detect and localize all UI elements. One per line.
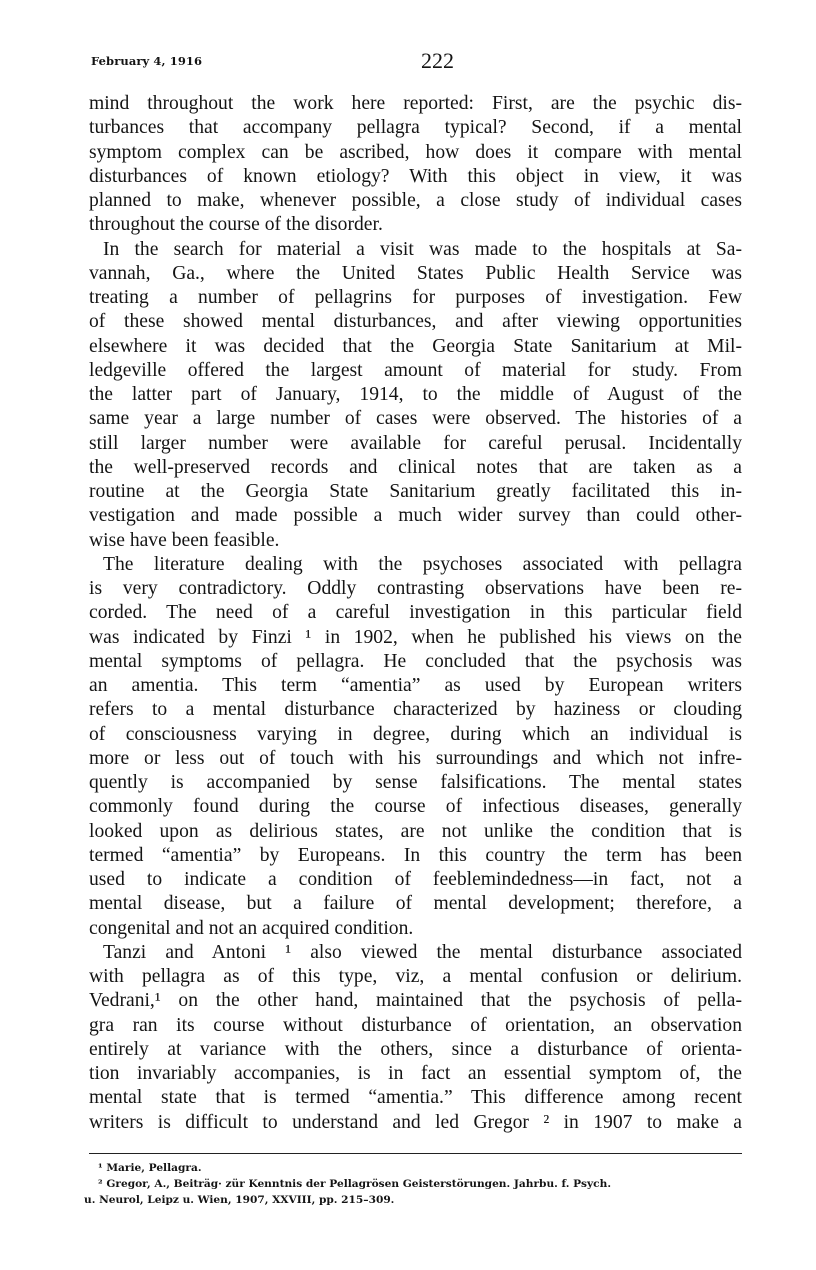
text-line: the well-preserved records and clinical notes that are taken as a (89, 456, 742, 478)
text-line: mind throughout the work here reported: First, are the psychic dis- (89, 93, 742, 114)
text-line: In the search for material a visit was made to the hospitals at Sa- (103, 238, 742, 260)
footnotes (84, 1160, 744, 1208)
text-line: Vedrani,¹ on the other hand, maintained that the psychosis of pella- (89, 990, 742, 1012)
text-line: ledgeville offered the largest amount of material for study. From (89, 359, 742, 381)
text-line: elsewhere it was decided that the Georgia State Sanitarium at Mil- (89, 335, 742, 357)
paragraph-2 (89, 238, 742, 553)
paragraph-3 (89, 553, 742, 941)
text-line: gra ran its course without disturbance of orientation, an observation (89, 1014, 742, 1036)
footnote-2: ² Gregor, A., Beiträg· zür Kenntnis der Pellagrösen Geisterstörungen. Jahrbu. f. Psych. (98, 1178, 612, 1190)
page-header (91, 48, 741, 76)
text-line: with pellagra as of this type, viz, a mental confusion or delirium. (89, 966, 742, 987)
text-line: looked upon as delirious states, are not unlike the condition that is (89, 820, 742, 842)
page-number: 222 (421, 48, 454, 73)
text-line: turbances that accompany pellagra typical? Second, if a mental (89, 117, 742, 139)
text-line: throughout the course of the disorder. (89, 214, 383, 236)
paragraph-1 (89, 92, 742, 238)
text-line: of these showed mental disturbances, and after viewing opportunities (89, 311, 742, 333)
text-line: planned to make, whenever possible, a close study of individual cases (89, 190, 742, 211)
body-text (89, 92, 742, 1135)
text-line: is very contradictory. Oddly contrasting observations have been re- (89, 578, 742, 599)
header-date: February 4, 1916 (91, 54, 203, 68)
text-line: mental symptoms of pellagra. He concluded that the psychosis was (89, 650, 742, 672)
text-line: tion invariably accompanies, is in fact an essential symptom of, the (89, 1063, 742, 1084)
text-line: refers to a mental disturbance characterized by haziness or clouding (89, 699, 742, 721)
footnote-2-continued: u. Neurol, Leipz u. Wien, 1907, XXVIII, pp. 215–309. (84, 1194, 395, 1206)
text-line: congenital and not an acquired condition. (89, 917, 414, 939)
text-line: used to indicate a condition of feeblemindedness—in fact, not a (89, 869, 742, 890)
text-line: mental state that is termed “amentia.” This difference among recent (89, 1087, 742, 1109)
text-line: entirely at variance with the others, since a disturbance of orienta- (89, 1038, 742, 1060)
text-line: quently is accompanied by sense falsifications. The mental states (89, 772, 742, 793)
text-line: mental disease, but a failure of mental development; therefore, a (89, 893, 742, 915)
text-line: disturbances of known etiology? With this object in view, it was (89, 165, 742, 187)
text-line: corded. The need of a careful investigation in this particular field (89, 602, 742, 624)
text-line: more or less out of touch with his surroundings and which not infre- (89, 747, 742, 769)
text-line: was indicated by Finzi ¹ in 1902, when he published his views on the (89, 626, 742, 648)
text-line: Tanzi and Antoni ¹ also viewed the mental disturbance associated (103, 941, 742, 963)
text-line: vannah, Ga., where the United States Public Health Service was (89, 262, 742, 284)
text-line: commonly found during the course of infectious diseases, generally (89, 796, 742, 818)
text-line: vestigation and made possible a much wider survey than could other- (89, 505, 742, 527)
text-line: of consciousness varying in degree, during which an individual is (89, 723, 742, 745)
text-line: symptom complex can be ascribed, how does it compare with mental (89, 141, 742, 163)
text-line: The literature dealing with the psychoses associated with pellagra (103, 553, 742, 575)
text-line: treating a number of pellagrins for purposes of investigation. Few (89, 287, 742, 308)
text-line: termed “amentia” by Europeans. In this country the term has been (89, 844, 742, 866)
text-line: an amentia. This term “amentia” as used by European writers (89, 675, 742, 696)
text-line: wise have been feasible. (89, 529, 280, 551)
text-line: still larger number were available for careful perusal. Incidentally (89, 432, 742, 454)
text-line: writers is difficult to understand and led Gregor ² in 1907 to make a (89, 1111, 742, 1133)
text-line: the latter part of January, 1914, to the middle of August of the (89, 384, 742, 405)
text-line: routine at the Georgia State Sanitarium greatly facilitated this in- (89, 481, 742, 502)
paragraph-4 (89, 941, 742, 1135)
footnote-1: ¹ Marie, Pellagra. (98, 1162, 202, 1174)
text-line: same year a large number of cases were observed. The histories of a (89, 408, 742, 430)
footnote-divider (89, 1153, 742, 1154)
